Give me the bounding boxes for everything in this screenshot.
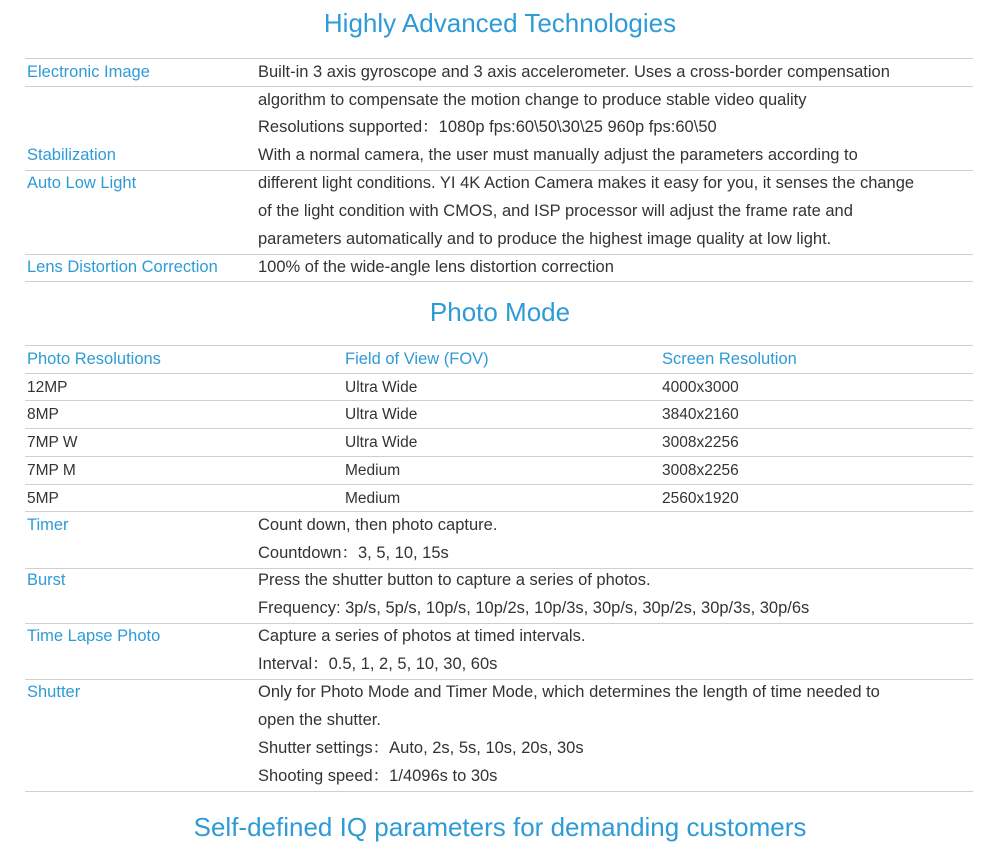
table-cell: 3008x2256 [662,434,739,451]
table-cell: 5MP [27,490,59,507]
feature-text: Shooting speed：1/4096s to 30s [258,767,498,785]
feature-text: Shutter settings：Auto, 2s, 5s, 10s, 20s, 30s [258,739,584,757]
table-cell: Medium [345,462,401,479]
tech-row-label: Stabilization [27,146,116,164]
column-header-fov: Field of View (FOV) [345,350,489,368]
table-cell: 2560x1920 [662,490,739,507]
divider [25,281,973,282]
table-cell: 7MP W [27,434,78,451]
divider [25,58,973,59]
table-cell: 3008x2256 [662,462,739,479]
divider [25,456,973,457]
feature-text: Capture a series of photos at timed intervals. [258,627,586,645]
divider [25,86,973,87]
divider [25,170,973,171]
divider [25,568,973,569]
table-cell: Ultra Wide [345,406,418,423]
feature-text: Only for Photo Mode and Timer Mode, which determines the length of time needed to [258,683,880,701]
feature-text: open the shutter. [258,711,381,729]
divider [25,623,973,624]
tech-row-text: Built-in 3 axis gyroscope and 3 axis accelerometer. Uses a cross-border compensation [258,63,890,81]
table-cell: 4000x3000 [662,379,739,396]
table-cell: 7MP M [27,462,76,479]
table-cell: 12MP [27,379,68,396]
tech-row-text: parameters automatically and to produce the highest image quality at low light. [258,230,832,248]
feature-text: Count down, then photo capture. [258,516,498,534]
divider [25,400,973,401]
divider [25,428,973,429]
tech-row-text: 100% of the wide-angle lens distortion correction [258,258,614,276]
table-cell: 3840x2160 [662,406,739,423]
table-cell: 8MP [27,406,59,423]
feature-text: Countdown：3, 5, 10, 15s [258,544,449,562]
divider [25,484,973,485]
divider [25,679,973,680]
table-cell: Ultra Wide [345,379,418,396]
tech-row-text: With a normal camera, the user must manually adjust the parameters according to [258,146,858,164]
iq-section-title: Self-defined IQ parameters for demanding customers [193,812,807,842]
feature-label-time-lapse: Time Lapse Photo [27,627,161,645]
tech-row-text: algorithm to compensate the motion change to produce stable video quality [258,91,807,109]
feature-text: Interval：0.5, 1, 2, 5, 10, 30, 60s [258,655,498,673]
table-cell: Ultra Wide [345,434,418,451]
column-header-resolution: Photo Resolutions [27,350,161,368]
photo-section-title: Photo Mode [429,297,571,327]
tech-row-text: of the light condition with CMOS, and ISP processor will adjust the frame rate and [258,202,853,220]
tech-row-label: Electronic Image [27,63,150,81]
feature-label-timer: Timer [27,516,69,534]
feature-text: Frequency: 3p/s, 5p/s, 10p/s, 10p/2s, 10p/3s, 30p/s, 30p/2s, 30p/3s, 30p/6s [258,599,810,617]
feature-text: Press the shutter button to capture a series of photos. [258,571,651,589]
divider [25,791,973,792]
tech-row-label: Lens Distortion Correction [27,258,218,276]
column-header-screen-resolution: Screen Resolution [662,350,797,368]
divider [25,345,973,346]
tech-row-label: Auto Low Light [27,174,137,192]
divider [25,373,973,374]
feature-label-shutter: Shutter [27,683,81,701]
tech-row-text: Resolutions supported：1080p fps:60\50\30\25 960p fps:60\50 [258,118,717,136]
table-cell: Medium [345,490,401,507]
tech-section-title: Highly Advanced Technologies [323,8,677,38]
feature-label-burst: Burst [27,571,66,589]
divider [25,254,973,255]
tech-row-text: different light conditions. YI 4K Action Camera makes it easy for you, it senses the change [258,174,915,192]
divider [25,511,973,512]
